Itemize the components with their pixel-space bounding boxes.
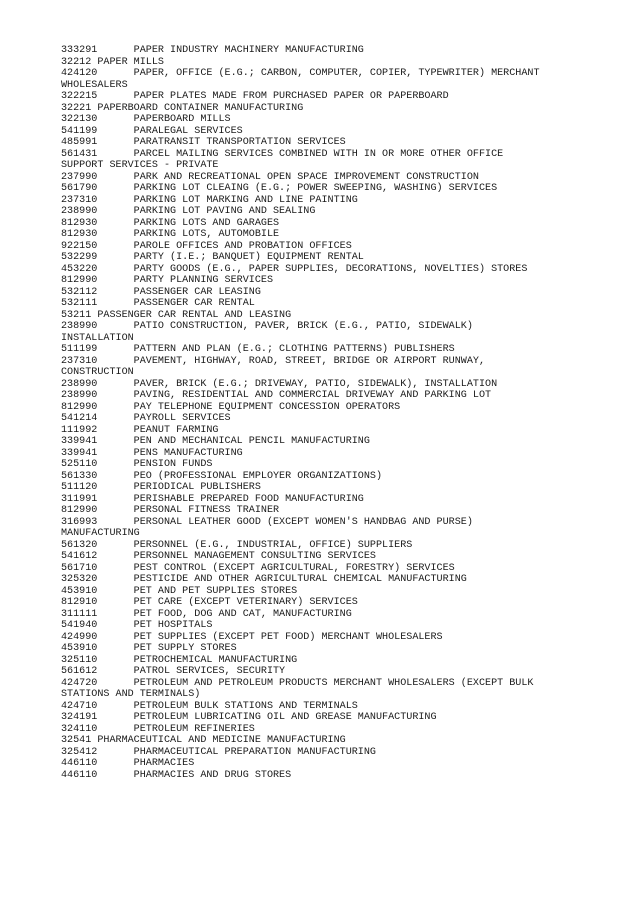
text-line: 541940 PET HOSPITALS — [61, 620, 213, 631]
text-line: 453910 PET SUPPLY STORES — [61, 643, 237, 654]
text-line: 324110 PETROLEUM REFINERIES — [61, 723, 255, 735]
text-line: 333291 PAPER INDUSTRY MACHINERY MANUFACTURING — [61, 45, 364, 56]
text-line: 541214 PAYROLL SERVICES — [61, 413, 231, 424]
text-line: CONSTRUCTION — [61, 367, 134, 378]
text-line: 32221 PAPERBOARD CONTAINER MANUFACTURING — [61, 102, 304, 114]
text-line: 325110 PETROCHEMICAL MANUFACTURING — [61, 654, 298, 666]
text-line: 53211 PASSENGER CAR RENTAL AND LEASING — [61, 309, 292, 321]
document-page — [61, 45, 581, 781]
text-line: STATIONS AND TERMINALS) — [61, 689, 201, 700]
text-line: 238990 PAVER, BRICK (E.G.; DRIVEWAY, PATIO, SIDEWALK), INSTALLATION — [61, 378, 498, 390]
text-line: 511199 PATTERN AND PLAN (E.G.; CLOTHING PATTERNS) PUBLISHERS — [61, 344, 455, 355]
text-line: 324191 PETROLEUM LUBRICATING OIL AND GREASE MANUFACTURING — [61, 712, 437, 723]
text-line: 237310 PAVEMENT, HIGHWAY, ROAD, STREET, BRIDGE OR AIRPORT RUNWAY, — [61, 355, 486, 367]
text-line: 485991 PARATRANSIT TRANSPORTATION SERVICES — [61, 137, 346, 148]
text-line: SUPPORT SERVICES - PRIVATE — [61, 160, 219, 171]
text-line: 237990 PARK AND RECREATIONAL OPEN SPACE IMPROVEMENT CONSTRUCTION — [61, 171, 479, 183]
text-line: 311111 PET FOOD, DOG AND CAT, MANUFACTURING — [61, 608, 352, 620]
text-line: 812990 PARTY PLANNING SERVICES — [61, 275, 274, 286]
text-line: 424120 PAPER, OFFICE (E.G.; CARBON, COMPUTER, COPIER, TYPEWRITER) MERCHANT — [61, 68, 540, 79]
text-line: 812930 PARKING LOTS AND GARAGES — [61, 217, 280, 229]
text-line: 532112 PASSENGER CAR LEASING — [61, 286, 261, 298]
text-line: 424710 PETROLEUM BULK STATIONS AND TERMINALS — [61, 700, 358, 712]
text-line: 922150 PAROLE OFFICES AND PROBATION OFFICES — [61, 240, 352, 252]
text-line: 812990 PAY TELEPHONE EQUIPMENT CONCESSION OPERATORS — [61, 401, 401, 413]
text-line: 561330 PEO (PROFESSIONAL EMPLOYER ORGANIZATIONS) — [61, 470, 383, 482]
text-line: 453220 PARTY GOODS (E.G., PAPER SUPPLIES, DECORATIONS, NOVELTIES) STORES — [61, 263, 528, 275]
text-line: 561710 PEST CONTROL (EXCEPT AGRICULTURAL, FORESTRY) SERVICES — [61, 562, 455, 574]
text-line: 237310 PARKING LOT MARKING AND LINE PAINTING — [61, 194, 358, 206]
text-line: 111992 PEANUT FARMING — [61, 424, 219, 436]
text-line: 238990 PARKING LOT PAVING AND SEALING — [61, 206, 316, 217]
text-line: WHOLESALERS — [61, 79, 128, 91]
text-line: 339941 PENS MANUFACTURING — [61, 447, 243, 459]
text-line: 812930 PARKING LOTS, AUTOMOBILE — [61, 229, 280, 240]
text-line: 424720 PETROLEUM AND PETROLEUM PRODUCTS MERCHANT WHOLESALERS (EXCEPT BULK — [61, 677, 534, 689]
text-line: 812990 PERSONAL FITNESS TRAINER — [61, 505, 280, 516]
text-line: 561612 PATROL SERVICES, SECURITY — [61, 666, 286, 677]
text-line: 32541 PHARMACEUTICAL AND MEDICINE MANUFACTURING — [61, 735, 346, 746]
text-line: 561431 PARCEL MAILING SERVICES COMBINED WITH IN OR MORE OTHER OFFICE — [61, 148, 504, 160]
text-line: 541612 PERSONNEL MANAGEMENT CONSULTING SERVICES — [61, 551, 376, 562]
text-line: 32212 PAPER MILLS — [61, 56, 164, 68]
text-line: 322215 PAPER PLATES MADE FROM PURCHASED PAPER OR PAPERBOARD — [61, 91, 449, 102]
text-line: 511120 PERIODICAL PUBLISHERS — [61, 482, 261, 493]
text-line: 311991 PERISHABLE PREPARED FOOD MANUFACTURING — [61, 493, 364, 505]
text-line: 561790 PARKING LOT CLEAING (E.G.; POWER SWEEPING, WASHING) SERVICES — [61, 183, 498, 194]
text-line: 339941 PEN AND MECHANICAL PENCIL MANUFACTURING — [61, 436, 370, 447]
text-line: 325320 PESTICIDE AND OTHER AGRICULTURAL CHEMICAL MANUFACTURING — [61, 574, 467, 585]
text-line: 812910 PET CARE (EXCEPT VETERINARY) SERVICES — [61, 597, 358, 608]
text-line: 238990 PATIO CONSTRUCTION, PAVER, BRICK (E.G., PATIO, SIDEWALK) — [61, 321, 473, 332]
text-line: INSTALLATION — [61, 332, 134, 344]
text-line: 525110 PENSION FUNDS — [61, 459, 213, 470]
text-line: 316993 PERSONAL LEATHER GOOD (EXCEPT WOMEN'S HANDBAG AND PURSE) — [61, 516, 473, 528]
text-line: 446110 PHARMACIES AND DRUG STORES — [61, 769, 292, 781]
text-line: 322130 PAPERBOARD MILLS — [61, 114, 231, 125]
text-line: MANUFACTURING — [61, 528, 140, 539]
text-line: 541199 PARALEGAL SERVICES — [61, 125, 243, 137]
text-line: 453910 PET AND PET SUPPLIES STORES — [61, 585, 298, 597]
text-line: 532111 PASSENGER CAR RENTAL — [61, 298, 255, 309]
text-line: 561320 PERSONNEL (E.G., INDUSTRIAL, OFFICE) SUPPLIERS — [61, 539, 413, 551]
text-line: 424990 PET SUPPLIES (EXCEPT PET FOOD) MERCHANT WHOLESALERS — [61, 631, 443, 643]
text-line: 532299 PARTY (I.E.; BANQUET) EQUIPMENT RENTAL — [61, 252, 364, 263]
text-line: 446110 PHARMACIES — [61, 758, 195, 769]
text-line: 325412 PHARMACEUTICAL PREPARATION MANUFACTURING — [61, 746, 376, 758]
text-line: 238990 PAVING, RESIDENTIAL AND COMMERCIAL DRIVEWAY AND PARKING LOT — [61, 390, 492, 401]
